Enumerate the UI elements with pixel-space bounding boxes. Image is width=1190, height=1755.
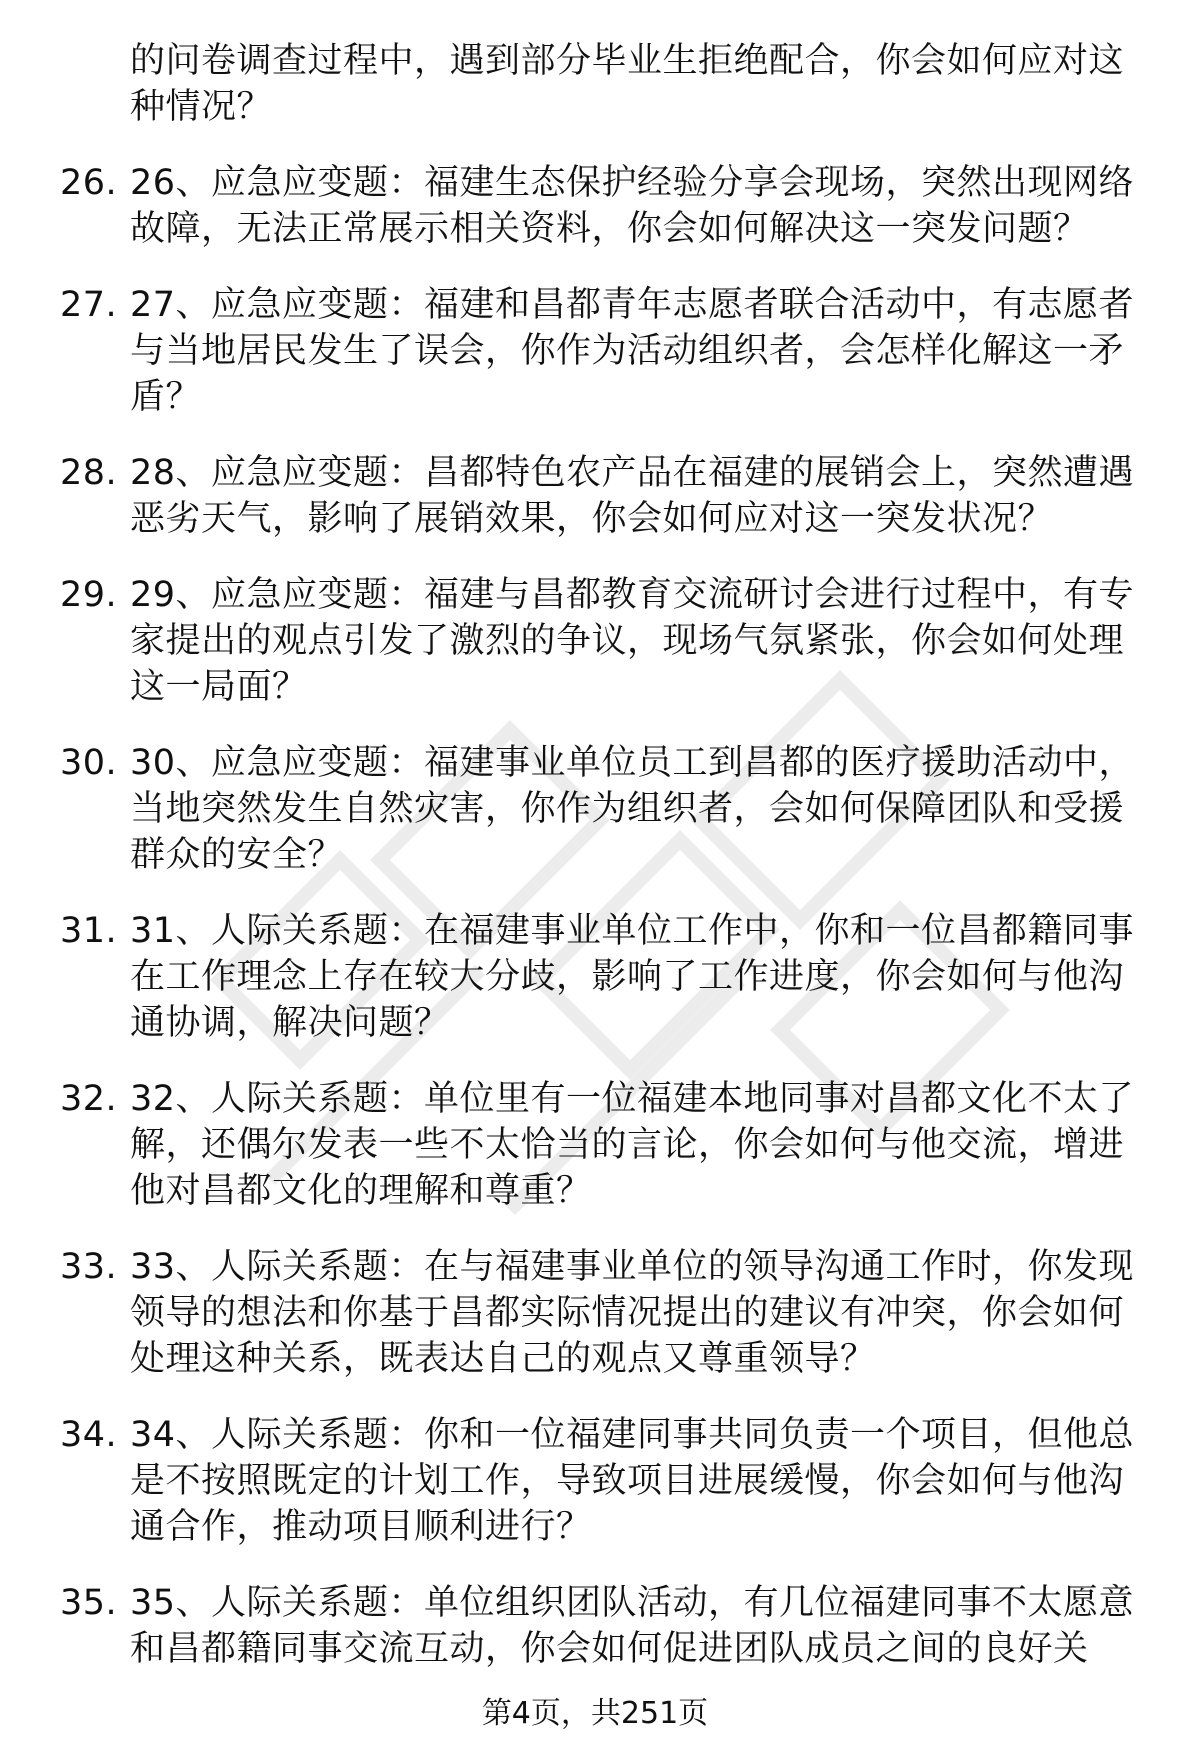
item-text: 33、人际关系题：在与福建事业单位的领导沟通工作时，你发现领导的想法和你基于昌都实际情况提出的建议有冲突，你会如何处理这种关系，既表达自己的观点又尊重领导？ (130, 1247, 1135, 1379)
list-item (60, 160, 1160, 252)
item-number: 29. (60, 575, 118, 615)
item-number: 33. (60, 1247, 118, 1287)
list-item (60, 1580, 1160, 1672)
list-item (60, 282, 1160, 420)
list-item (60, 1412, 1160, 1550)
item-number: 27. (60, 285, 118, 325)
item-text: 34、人际关系题：你和一位福建同事共同负责一个项目，但他总是不按照既定的计划工作，导致项目进展缓慢，你会如何与他沟通合作，推动项目顺利进行？ (130, 1415, 1135, 1547)
list-item (60, 908, 1160, 1046)
page-footer: 第4页，共251页 (481, 1696, 709, 1731)
item-text: 30、应急应变题：福建事业单位员工到昌都的医疗援助活动中，当地突然发生自然灾害，你作为组织者，会如何保障团队和受援群众的安全？ (130, 743, 1135, 875)
continuation-paragraph (60, 38, 1160, 130)
question-list (60, 38, 1160, 1702)
item-text: 35、人际关系题：单位组织团队活动，有几位福建同事不太愿意和昌都籍同事交流互动，你会如何促进团队成员之间的良好关 (130, 1583, 1135, 1669)
item-number: 28. (60, 453, 118, 493)
item-number: 34. (60, 1415, 118, 1455)
continuation-text: 的问卷调查过程中，遇到部分毕业生拒绝配合，你会如何应对这种情况？ (130, 41, 1125, 127)
item-text: 29、应急应变题：福建与昌都教育交流研讨会进行过程中，有专家提出的观点引发了激烈的争议，现场气氛紧张，你会如何处理这一局面？ (130, 575, 1135, 707)
list-item (60, 1244, 1160, 1382)
list-item (60, 740, 1160, 878)
item-text: 26、应急应变题：福建生态保护经验分享会现场，突然出现网络故障，无法正常展示相关资料，你会如何解决这一突发问题？ (130, 163, 1135, 249)
item-text: 32、人际关系题：单位里有一位福建本地同事对昌都文化不太了解，还偶尔发表一些不太恰当的言论，你会如何与他交流，增进他对昌都文化的理解和尊重？ (130, 1079, 1135, 1211)
item-text: 27、应急应变题：福建和昌都青年志愿者联合活动中，有志愿者与当地居民发生了误会，你作为活动组织者，会怎样化解这一矛盾？ (130, 285, 1135, 417)
item-number: 30. (60, 743, 118, 783)
item-text: 28、应急应变题：昌都特色农产品在福建的展销会上，突然遭遇恶劣天气，影响了展销效果，你会如何应对这一突发状况？ (130, 453, 1135, 539)
item-number: 31. (60, 911, 118, 951)
list-item (60, 450, 1160, 542)
list-item (60, 572, 1160, 710)
item-number: 35. (60, 1583, 118, 1623)
item-text: 31、人际关系题：在福建事业单位工作中，你和一位昌都籍同事在工作理念上存在较大分歧，影响了工作进度，你会如何与他沟通协调，解决问题？ (130, 911, 1135, 1043)
item-number: 26. (60, 163, 118, 203)
list-item (60, 1076, 1160, 1214)
item-number: 32. (60, 1079, 118, 1119)
